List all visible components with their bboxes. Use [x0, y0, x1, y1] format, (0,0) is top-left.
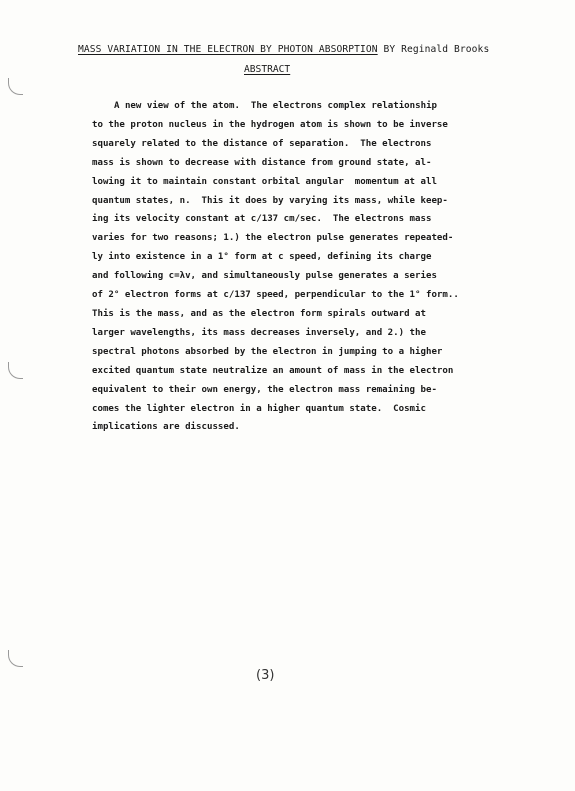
- body-line: implications are discussed.: [92, 422, 240, 433]
- binder-hole-mark-top: [8, 78, 23, 95]
- body-line: spectral photons absorbed by the electron in jumping to a higher: [92, 346, 443, 357]
- binder-hole-mark-middle: [8, 362, 23, 379]
- body-line: quantum states, n. This it does by varying its mass, while keep-: [92, 195, 448, 206]
- binder-hole-mark-bottom: [8, 650, 23, 667]
- body-line: to the proton nucleus in the hydrogen atom is shown to be inverse: [92, 119, 448, 130]
- body-line: excited quantum state neutralize an amount of mass in the electron: [92, 365, 454, 376]
- body-line: comes the lighter electron in a higher quantum state. Cosmic: [92, 403, 426, 414]
- body-line: ing its velocity constant at c/137 cm/sec. The electrons mass: [92, 214, 432, 225]
- abstract-body: [92, 97, 512, 437]
- abstract-heading: ABSTRACT: [244, 64, 291, 75]
- title-text: MASS VARIATION IN THE ELECTRON BY PHOTON ABSORPTION: [78, 44, 378, 55]
- body-line: squarely related to the distance of separation. The electrons: [92, 138, 432, 149]
- title-author: BY Reginald Brooks: [377, 44, 490, 55]
- document-title: [78, 44, 489, 55]
- body-line: mass is shown to decrease with distance from ground state, al-: [92, 157, 432, 168]
- body-line: A new view of the atom. The electrons complex relationship: [114, 101, 438, 111]
- page-number: (3): [256, 668, 275, 683]
- body-line: ly into existence in a 1° form at c speed, defining its charge: [92, 252, 432, 263]
- body-line: lowing it to maintain constant orbital angular momentum at all: [92, 176, 437, 187]
- body-line: of 2° electron forms at c/137 speed, perpendicular to the 1° form..: [92, 290, 459, 301]
- body-line: This is the mass, and as the electron form spirals outward at: [92, 308, 426, 319]
- body-line: equivalent to their own energy, the electron mass remaining be-: [92, 384, 437, 395]
- body-line: varies for two reasons; 1.) the electron pulse generates repeated-: [92, 233, 454, 244]
- body-line: larger wavelengths, its mass decreases inversely, and 2.) the: [92, 327, 426, 338]
- body-line: and following c=λv, and simultaneously pulse generates a series: [92, 271, 437, 282]
